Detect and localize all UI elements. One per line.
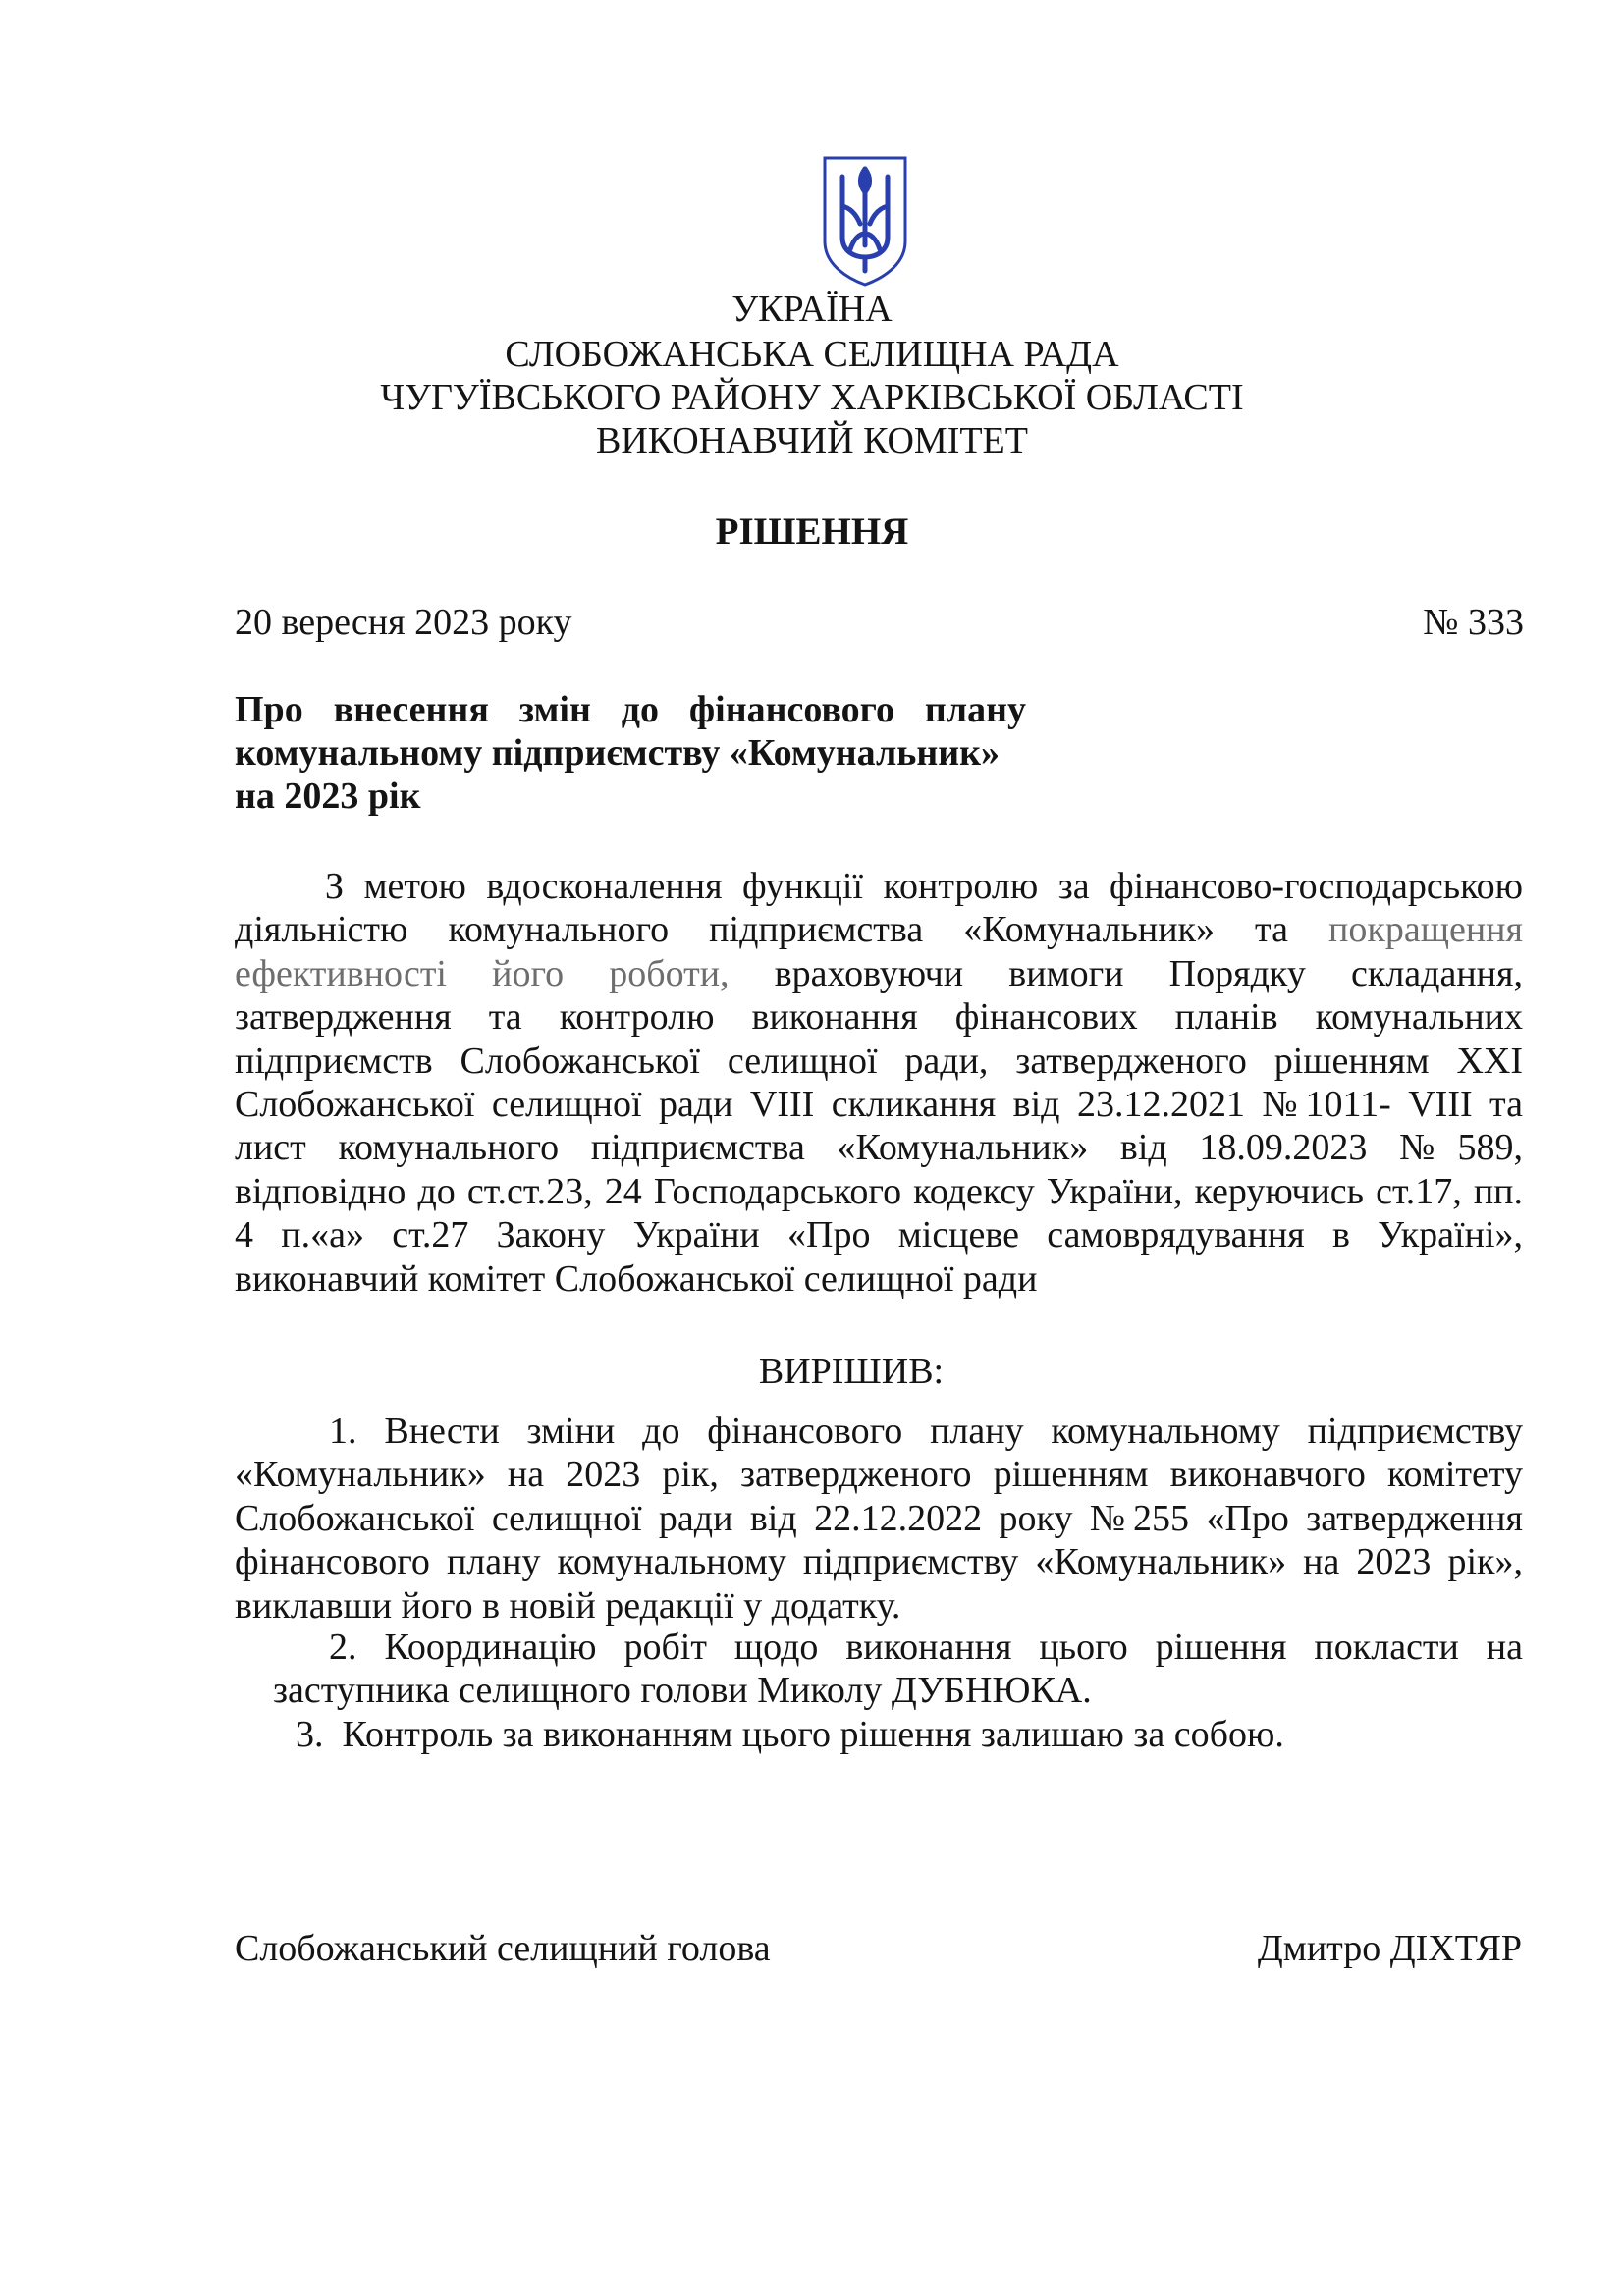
header-country: УКРАЇНА [731,289,893,330]
document-title: РІШЕННЯ [715,510,909,553]
subject-line-1: Про внесення змін до фінансового плану [235,689,1026,730]
ukraine-trident-icon [821,155,909,287]
decision-subject [235,688,1040,818]
resolution-item-1 [235,1410,1523,1628]
preamble-highlight: покращення ефективності його роботи, [235,909,1523,994]
resolved-heading: ВИРІШИВ: [758,1351,945,1392]
item-text: Контроль за виконанням цього рішення залишаю за собою. [342,1714,1284,1755]
signatory-role: Слобожанський селищний голова [235,1928,771,1969]
subject-line-3: на 2023 рік [235,775,421,817]
item-number: 1. [329,1411,357,1452]
resolution-item-2 [273,1626,1523,1713]
header-council: СЛОБОЖАНСЬКА СЕЛИЩНА РАДА [505,334,1119,375]
signatory-name: Дмитро ДІХТЯР [1257,1928,1522,1969]
decision-number: № 333 [1423,602,1524,643]
resolution-item-3 [296,1713,1523,1756]
item-text: Внести зміни до фінансового плану комунальному підприємству «Комунальник» на 2023 рік, затвердженого рішенням виконавчого комітету Слобожанської селищної ради від 22.12.2022 року №255 «Про затвердження фінансового плану комунальному підприємству «Комунальник» на 2023 рік», виклавши його в новій редакції у додатку. [235,1411,1523,1627]
preamble-text-2: враховуючи вимоги Порядку складання, затвердження та контролю виконання фінансових планів комунальних підприємств Слобожанської селищної ради, затвердженого рішенням ХХІ Слобожанської селищної ради VIII скликання від 23.12.2021 №1011- VIII та лист комунального підприємства «Комунальник» від 18.09.2023 №589, відповідно до ст.ст.23, 24 Господарського кодексу України, керуючись ст.17, пп. 4 п.«а» ст.27 Закону України «Про місцеве самоврядування в Україні», виконавчий комітет Слобожанської селищної ради [235,952,1523,1300]
subject-line-2: комунальному підприємству «Комунальник» [235,732,1001,774]
decision-date: 20 вересня 2023 року [235,602,572,643]
preamble-text-1: З метою вдосконалення функції контролю за фінансово-господарською діяльністю комунального підприємства «Комунальник» та [235,866,1523,951]
header-committee: ВИКОНАВЧИЙ КОМІТЕТ [596,420,1028,461]
preamble-paragraph [235,865,1523,1301]
item-text: Координацію робіт щодо виконання цього рішення покласти на заступника селищного голови Миколу ДУБНЮКА. [273,1627,1524,1712]
item-number: 3. [296,1714,324,1755]
header-district: ЧУГУЇВСЬКОГО РАЙОНУ ХАРКІВСЬКОЇ ОБЛАСТІ [380,377,1244,418]
item-number: 2. [329,1627,357,1668]
